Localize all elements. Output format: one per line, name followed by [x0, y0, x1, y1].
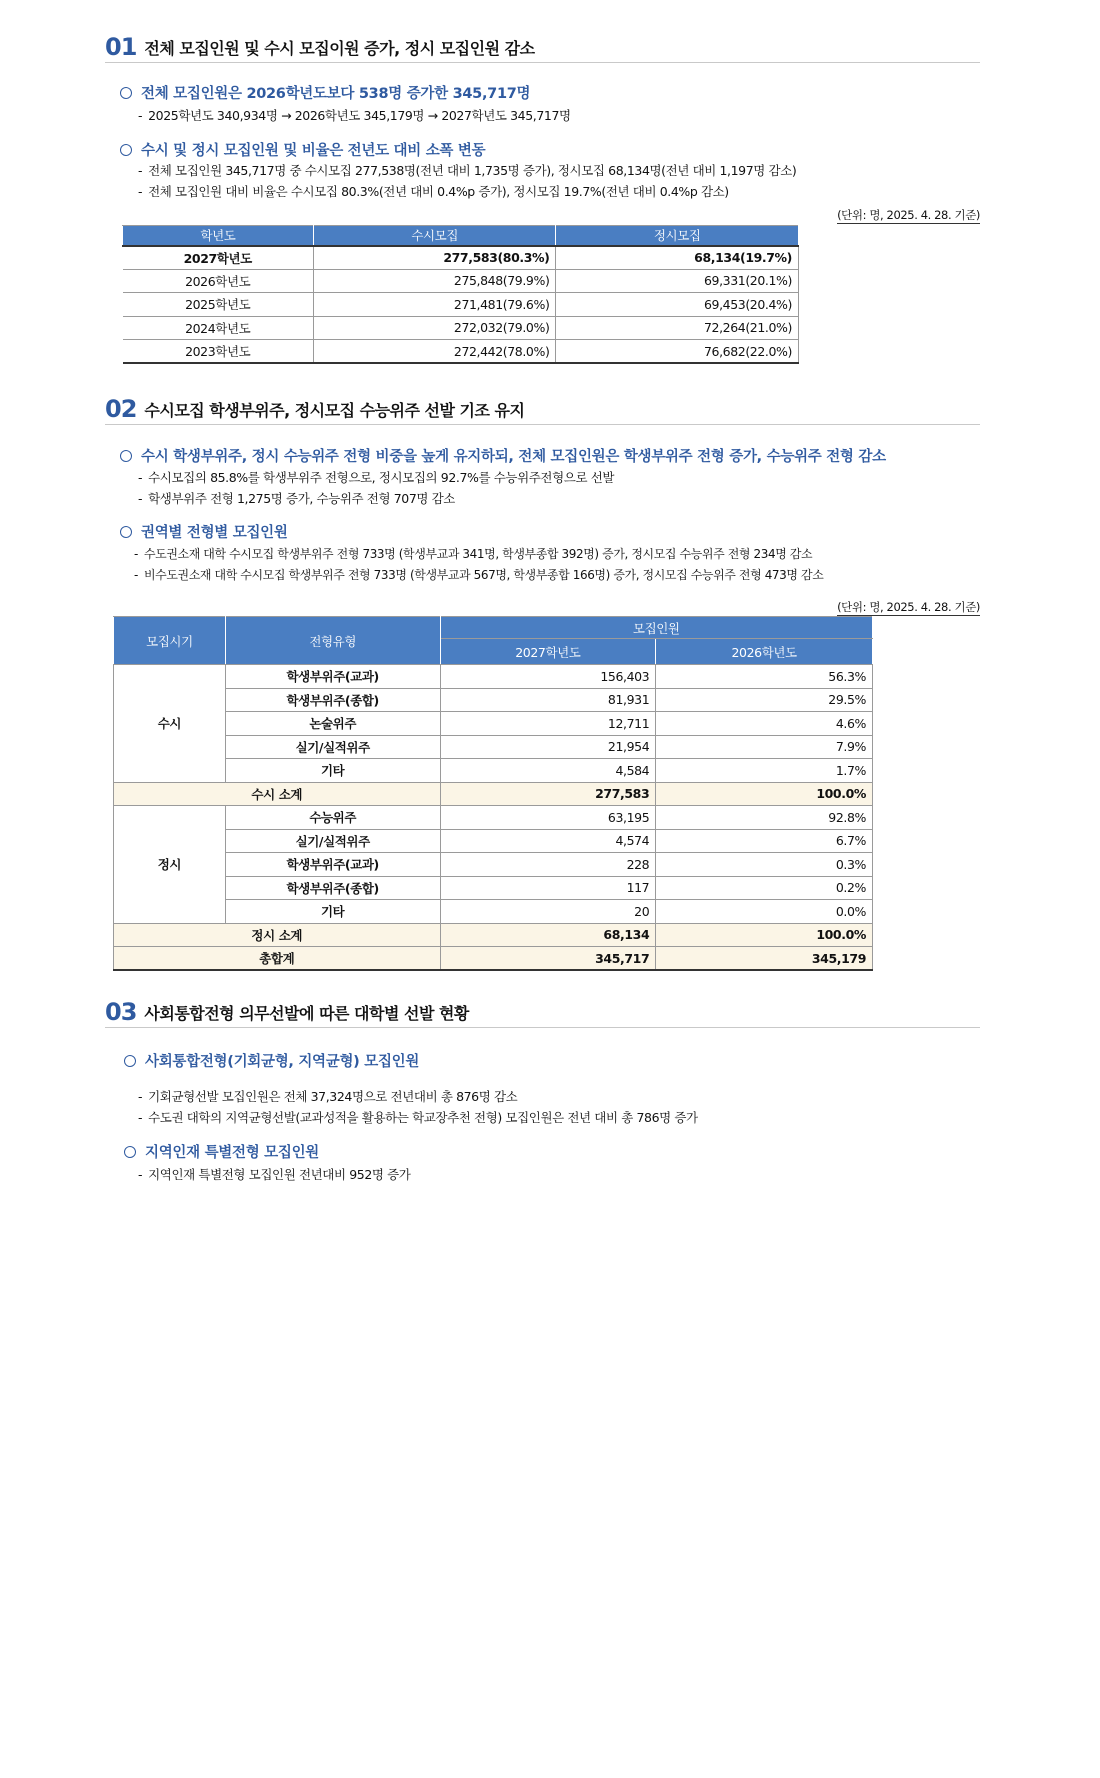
circle-bullet-icon — [124, 1146, 136, 1158]
cell-year: 2025학년도 — [123, 293, 314, 317]
bullet-item: - 기회균형선발 모집인원은 전체 37,324명으로 전년대비 총 876명 감소 — [138, 1089, 518, 1104]
col-header-period: 모집시기 — [114, 617, 226, 665]
col-header-2027: 2027학년도 — [440, 639, 656, 665]
subheading — [120, 445, 886, 466]
cell-ratio: 7.9% — [656, 735, 873, 759]
bullet-item: - 수도권소재 대학 수시모집 학생부위주 전형 733명 (학생부교과 341명, 학생부종합 392명) 증가, 정시모집 수능위주 전형 234명 감소 — [134, 547, 813, 561]
cell-type: 학생부위주(종합) — [225, 876, 440, 900]
cell-count: 81,931 — [440, 688, 656, 712]
bullet-text: 수도권 대학의 지역균형선발(교과성적을 활용하는 학교장추천 전형) 모집인원은 전년 대비 총 786명 증가 — [148, 1110, 698, 1125]
table-header-row — [123, 226, 799, 246]
cell-total-label: 총합계 — [114, 947, 441, 971]
section-title: 전체 모집인원 및 수시 모집이원 증가, 정시 모집인원 감소 — [144, 39, 535, 58]
subheading — [120, 521, 288, 542]
cell-count: 156,403 — [440, 665, 656, 689]
total-row — [114, 947, 873, 971]
subheading-text: 권역별 전형별 모집인원 — [141, 525, 288, 541]
group-label-susi: 수시 — [114, 665, 226, 783]
bullet-item: - 전체 모집인원 345,717명 중 수시모집 277,538명(전년 대비 1,735명 증가), 정시모집 68,134명(전년 대비 1,197명 감소) — [138, 163, 797, 178]
cell-year: 2027학년도 — [123, 246, 314, 270]
table-row — [114, 735, 873, 759]
section-02-header — [105, 392, 980, 425]
cell-type: 논술위주 — [225, 712, 440, 736]
cell-year: 2023학년도 — [123, 340, 314, 364]
cell-ratio: 1.7% — [656, 759, 873, 783]
table-row — [114, 829, 873, 853]
cell-susi: 275,848(79.9%) — [313, 269, 556, 293]
cell-ratio: 4.6% — [656, 712, 873, 736]
cell-total-2027: 345,717 — [440, 947, 656, 971]
table-row — [114, 759, 873, 783]
cell-count: 12,711 — [440, 712, 656, 736]
subheading — [124, 1050, 419, 1071]
unit-note: (단위: 명, 2025. 4. 28. 기준) — [837, 600, 980, 614]
col-header-2026: 2026학년도 — [656, 639, 873, 665]
bullet-item: - 전체 모집인원 대비 비율은 수시모집 80.3%(전년 대비 0.4%p 증가), 정시모집 19.7%(전년 대비 0.4%p 감소) — [138, 184, 729, 199]
cell-count: 4,584 — [440, 759, 656, 783]
cell-ratio: 29.5% — [656, 688, 873, 712]
section-title: 사회통합전형 의무선발에 따른 대학별 선발 현황 — [144, 1004, 469, 1023]
cell-type: 기타 — [225, 900, 440, 924]
bullet-text: 수도권소재 대학 수시모집 학생부위주 전형 733명 (학생부교과 341명, 학생부종합 392명) 증가, 정시모집 수능위주 전형 234명 감소 — [143, 547, 813, 561]
cell-count: 117 — [440, 876, 656, 900]
subheading — [120, 82, 530, 103]
admission-by-year-table — [122, 225, 799, 364]
table-row — [123, 340, 799, 364]
col-header-year: 학년도 — [123, 226, 314, 246]
cell-count: 63,195 — [440, 806, 656, 830]
cell-ratio: 92.8% — [656, 806, 873, 830]
bullet-text: 지역인재 특별전형 모집인원 전년대비 952명 증가 — [148, 1167, 411, 1182]
cell-jungsi: 76,682(22.0%) — [556, 340, 799, 364]
cell-type: 학생부위주(교과) — [225, 853, 440, 877]
bullet-item: - 비수도권소재 대학 수시모집 학생부위주 전형 733명 (학생부교과 567명, 학생부종합 166명) 증가, 정시모집 수능위주 전형 473명 감소 — [134, 568, 824, 582]
cell-type: 학생부위주(교과) — [225, 665, 440, 689]
circle-bullet-icon — [120, 450, 132, 462]
table-row — [114, 900, 873, 924]
circle-bullet-icon — [120, 526, 132, 538]
cell-ratio: 0.2% — [656, 876, 873, 900]
col-header-susi: 수시모집 — [313, 226, 556, 246]
bullet-text: 2025학년도 340,934명 → 2026학년도 345,179명 → 2027학년도 345,717명 — [148, 108, 571, 123]
subtotal-row — [114, 923, 873, 947]
cell-ratio: 0.0% — [656, 900, 873, 924]
cell-ratio: 56.3% — [656, 665, 873, 689]
cell-ratio: 6.7% — [656, 829, 873, 853]
bullet-text: 학생부위주 전형 1,275명 증가, 수능위주 전형 707명 감소 — [148, 491, 455, 506]
bullet-item: - 2025학년도 340,934명 → 2026학년도 345,179명 → 2027학년도 345,717명 — [138, 108, 571, 123]
unit-note: (단위: 명, 2025. 4. 28. 기준) — [837, 208, 980, 222]
table-row — [123, 269, 799, 293]
subheading-text: 지역인재 특별전형 모집인원 — [145, 1145, 319, 1161]
cell-subtotal-count: 277,583 — [440, 782, 656, 806]
subheading-text: 수시 및 정시 모집인원 및 비율은 전년도 대비 소폭 변동 — [141, 143, 486, 159]
cell-jungsi: 68,134(19.7%) — [556, 246, 799, 270]
cell-year: 2026학년도 — [123, 269, 314, 293]
subheading — [120, 139, 485, 160]
cell-type: 수능위주 — [225, 806, 440, 830]
col-header-type: 전형유형 — [225, 617, 440, 665]
subheading-text: 수시 학생부위주, 정시 수능위주 전형 비중을 높게 유지하되, 전체 모집인원은 학생부위주 전형 증가, 수능위주 전형 감소 — [141, 449, 886, 465]
section-number: 02 — [105, 395, 137, 423]
cell-subtotal-label: 수시 소계 — [114, 782, 441, 806]
bullet-item: - 학생부위주 전형 1,275명 증가, 수능위주 전형 707명 감소 — [138, 491, 455, 506]
cell-count: 4,574 — [440, 829, 656, 853]
table-row — [114, 853, 873, 877]
cell-type: 학생부위주(종합) — [225, 688, 440, 712]
table-row — [114, 688, 873, 712]
cell-subtotal-ratio: 100.0% — [656, 782, 873, 806]
cell-count: 21,954 — [440, 735, 656, 759]
cell-total-2026: 345,179 — [656, 947, 873, 971]
admission-by-type-table — [113, 616, 873, 971]
cell-subtotal-label: 정시 소계 — [114, 923, 441, 947]
cell-susi: 272,442(78.0%) — [313, 340, 556, 364]
bullet-text: 전체 모집인원 345,717명 중 수시모집 277,538명(전년 대비 1,735명 증가), 정시모집 68,134명(전년 대비 1,197명 감소) — [148, 163, 797, 178]
section-number: 01 — [105, 33, 137, 61]
table-row — [114, 712, 873, 736]
cell-type: 실기/실적위주 — [225, 829, 440, 853]
bullet-text: 기회균형선발 모집인원은 전체 37,324명으로 전년대비 총 876명 감소 — [148, 1089, 518, 1104]
bullet-text: 수시모집의 85.8%를 학생부위주 전형으로, 정시모집의 92.7%를 수능위주전형으로 선발 — [148, 470, 615, 485]
cell-jungsi: 69,331(20.1%) — [556, 269, 799, 293]
cell-susi: 272,032(79.0%) — [313, 316, 556, 340]
circle-bullet-icon — [124, 1055, 136, 1067]
cell-subtotal-ratio: 100.0% — [656, 923, 873, 947]
cell-count: 228 — [440, 853, 656, 877]
bullet-item: - 수시모집의 85.8%를 학생부위주 전형으로, 정시모집의 92.7%를 수능위주전형으로 선발 — [138, 470, 615, 485]
cell-year: 2024학년도 — [123, 316, 314, 340]
table-row — [123, 246, 799, 270]
cell-count: 20 — [440, 900, 656, 924]
subheading-text: 사회통합전형(기회균형, 지역균형) 모집인원 — [145, 1054, 420, 1070]
table-row — [114, 665, 873, 689]
cell-susi: 277,583(80.3%) — [313, 246, 556, 270]
bullet-item: - 지역인재 특별전형 모집인원 전년대비 952명 증가 — [138, 1167, 411, 1182]
cell-ratio: 0.3% — [656, 853, 873, 877]
subtotal-row — [114, 782, 873, 806]
group-label-jungsi: 정시 — [114, 806, 226, 924]
table-row — [114, 876, 873, 900]
cell-jungsi: 69,453(20.4%) — [556, 293, 799, 317]
table-header-row — [114, 617, 873, 639]
col-header-count: 모집인원 — [440, 617, 872, 639]
section-01-header — [105, 30, 980, 63]
bullet-item: - 수도권 대학의 지역균형선발(교과성적을 활용하는 학교장추천 전형) 모집인원은 전년 대비 총 786명 증가 — [138, 1110, 698, 1125]
table-row — [123, 316, 799, 340]
cell-jungsi: 72,264(21.0%) — [556, 316, 799, 340]
section-03-header — [105, 995, 980, 1028]
col-header-jungsi: 정시모집 — [556, 226, 799, 246]
cell-subtotal-count: 68,134 — [440, 923, 656, 947]
circle-bullet-icon — [120, 87, 132, 99]
section-number: 03 — [105, 998, 137, 1026]
table-row — [114, 806, 873, 830]
bullet-text: 비수도권소재 대학 수시모집 학생부위주 전형 733명 (학생부교과 567명, 학생부종합 166명) 증가, 정시모집 수능위주 전형 473명 감소 — [143, 568, 824, 582]
subheading — [124, 1141, 319, 1162]
bullet-text: 전체 모집인원 대비 비율은 수시모집 80.3%(전년 대비 0.4%p 증가), 정시모집 19.7%(전년 대비 0.4%p 감소) — [148, 184, 729, 199]
cell-type: 기타 — [225, 759, 440, 783]
table-row — [123, 293, 799, 317]
cell-type: 실기/실적위주 — [225, 735, 440, 759]
circle-bullet-icon — [120, 144, 132, 156]
subheading-text: 전체 모집인원은 2026학년도보다 538명 증가한 345,717명 — [141, 86, 531, 102]
section-title: 수시모집 학생부위주, 정시모집 수능위주 선발 기조 유지 — [144, 401, 525, 420]
cell-susi: 271,481(79.6%) — [313, 293, 556, 317]
